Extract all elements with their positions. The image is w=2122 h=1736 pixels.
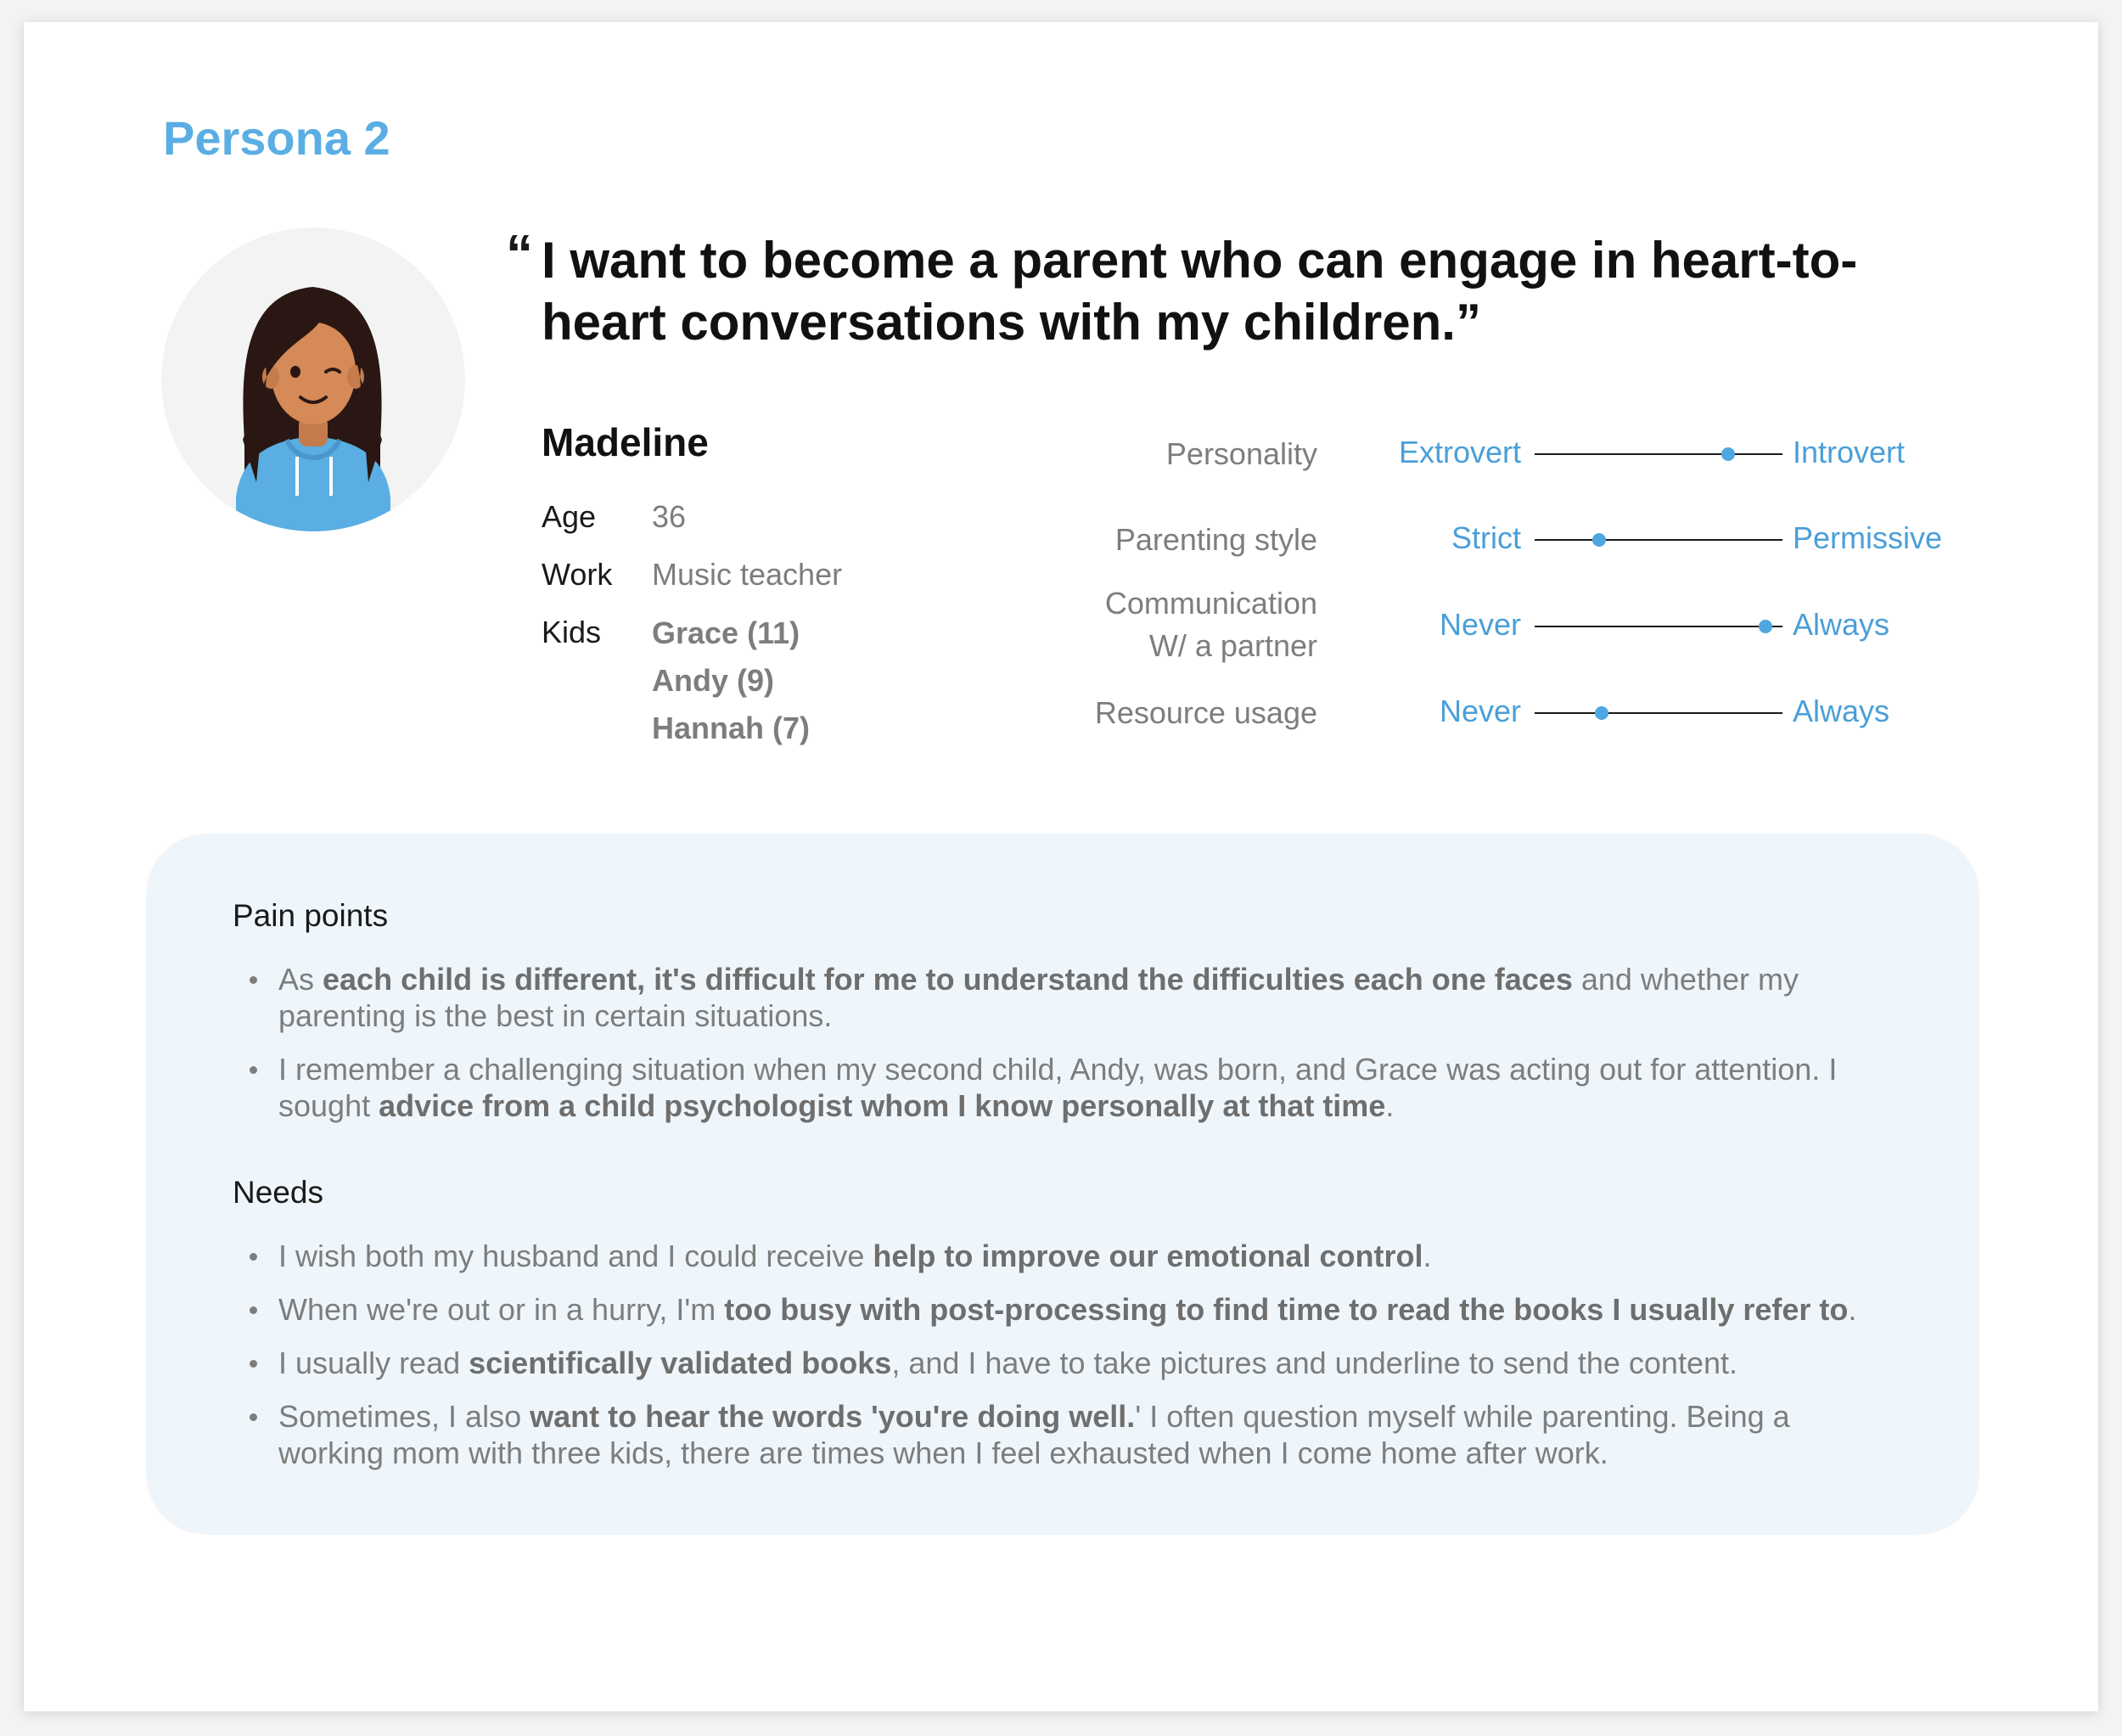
body-text: As — [278, 962, 323, 997]
avatar — [161, 228, 465, 531]
body-text: . — [1385, 1088, 1395, 1123]
list-item — [250, 961, 1888, 1034]
emphasis-text: scientifically validated books — [469, 1346, 892, 1380]
body-text: I wish both my husband and I could receive — [278, 1239, 873, 1273]
trait-label-communication: Communication W/ a partner — [1104, 586, 1317, 663]
body-text: . — [1848, 1292, 1857, 1327]
kid-item: Andy (9) — [652, 663, 774, 698]
work-label: Work — [542, 557, 613, 592]
trait-left-communication: Never — [1439, 607, 1521, 642]
body-text: I usually read — [278, 1346, 469, 1380]
trait-left-resource-usage: Never — [1439, 694, 1521, 728]
kid-item: Hannah (7) — [652, 711, 811, 745]
trait-right-parenting-style: Permissive — [1793, 520, 1943, 555]
emphasis-text: advice from a child psychologist whom I know personally at that time — [379, 1088, 1386, 1123]
trait-marker — [1592, 533, 1606, 547]
age-value: 36 — [652, 499, 687, 534]
trait-marker — [1759, 620, 1772, 633]
body-text: . — [1423, 1239, 1432, 1273]
persona-avatar-illustration — [161, 228, 465, 531]
list-item — [250, 1345, 1888, 1381]
persona-quote: I want to become a parent who can engage in heart-to-heart conversations with my children.” — [542, 232, 1858, 351]
age-label: Age — [542, 499, 597, 534]
trait-label-personality: Personality — [1165, 436, 1317, 471]
quote-mark: “ — [506, 223, 533, 284]
needs-heading: Needs — [233, 1175, 323, 1210]
trait-left-parenting-style: Strict — [1451, 520, 1521, 555]
body-text: I remember a challenging situation when my second child, Andy, was born, and Grace was acting out for attention. I sought — [278, 1052, 1838, 1123]
list-item — [250, 1398, 1888, 1471]
kid-item: Grace (11) — [652, 615, 800, 650]
list-item — [250, 1051, 1888, 1124]
page-title: Persona 2 — [163, 111, 390, 165]
needs-list — [250, 1238, 1888, 1471]
trait-right-personality: Introvert — [1793, 435, 1906, 469]
body-text: Sometimes, I also — [278, 1399, 530, 1434]
list-item — [250, 1238, 1888, 1274]
trait-scale-parenting-style — [1535, 539, 1782, 541]
trait-scale-communication — [1535, 626, 1782, 627]
emphasis-text: help to improve our emotional control — [873, 1239, 1423, 1273]
kids-list — [652, 615, 810, 757]
emphasis-text: each child is different, it's difficult for me to understand the difficulties each one faces — [323, 962, 1573, 997]
body-text: When we're out or in a hurry, I'm — [278, 1292, 725, 1327]
work-value: Music teacher — [652, 557, 843, 592]
emphasis-text: too busy with post-processing to find time to read the books I usually refer to — [724, 1292, 1849, 1327]
persona-name: Madeline — [542, 420, 709, 464]
trait-right-communication: Always — [1793, 607, 1890, 642]
trait-marker — [1721, 447, 1735, 461]
trait-right-resource-usage: Always — [1793, 694, 1890, 728]
trait-left-personality: Extrovert — [1398, 435, 1521, 469]
body-text: ' I often question myself while parenting. Being a working mom with three kids, there are times when I feel exhausted when I come home after work. — [278, 1399, 1790, 1470]
pain-points-heading: Pain points — [233, 898, 389, 933]
trait-label-parenting-style: Parenting style — [1114, 522, 1317, 557]
emphasis-text: want to hear the words 'you're doing well. — [530, 1399, 1136, 1434]
list-item — [250, 1291, 1888, 1328]
trait-scale-resource-usage — [1535, 712, 1782, 714]
kids-label: Kids — [542, 615, 602, 649]
trait-scale-personality — [1535, 453, 1782, 455]
pain-points-list — [250, 961, 1888, 1124]
trait-label-resource-usage: Resource usage — [1094, 695, 1317, 730]
body-text: and whether my parenting is the best in certain situations. — [278, 962, 1799, 1033]
body-text: , and I have to take pictures and underline to send the content. — [891, 1346, 1737, 1380]
trait-marker — [1595, 706, 1608, 720]
